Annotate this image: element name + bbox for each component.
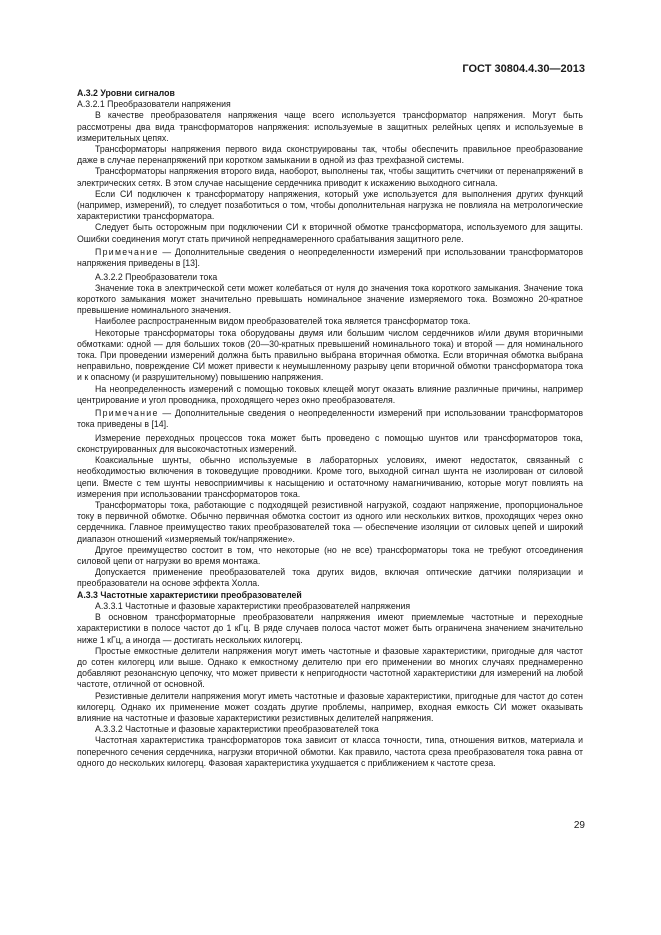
paragraph-text: Коаксиальные шунты, обычно используемые в лабораторных условиях, имеют недостаток, связанный с необходимостью включения в токоведущие проводники. Кроме того, выходной сигнал шунта не изолирован от силовой цепи. Вместе с тем шунты невосприимчивы к насыщению и остаточному намагничиванию, которые могут повлиять на измерения при использовании трансформаторов тока. xyxy=(77,455,583,499)
paragraph-text: В основном трансформаторные преобразователи напряжения имеют приемлемые частотные и переходные характеристики в полосе частот до 1 кГц. В ряде случаев полоса частот может быть ограничена значением значительно ниже 1 кГц, а иногда — достигать нескольких килогерц. xyxy=(77,612,583,645)
note-label: Примечание xyxy=(95,408,159,419)
body-paragraph xyxy=(77,144,583,166)
body-paragraph xyxy=(77,99,583,110)
paragraph-text: А.3.3 Частотные характеристики преобразователей xyxy=(77,589,302,600)
paragraph-text: Трансформаторы напряжения второго вида, наоборот, выполнены так, чтобы защитить счетчики от перенапряжений в электрических сетях. В этом случае насыщение сердечника приводит к искажению выходного сигнала. xyxy=(77,166,583,188)
note-paragraph xyxy=(77,247,583,269)
body-paragraph xyxy=(77,735,583,769)
paragraph-text: — Дополнительные сведения о неопределенности измерений при использовании трансформаторов тока приведены в [14]. xyxy=(77,408,583,430)
body-paragraph xyxy=(77,500,583,545)
paragraph-text: В качестве преобразователя напряжения чаще всего используется трансформатор напряжения. Могут быть рассмотрены два вида трансформаторов напряжения: используемые в защитных релейных цепях и используемые в измерительных цепях. xyxy=(77,110,583,143)
paragraph-text: Резистивные делители напряжения могут иметь частотные и фазовые характеристики, пригодные для частот до сотен килогерц. Однако их применение может создать другие проблемы, например, входная емкость СИ может оказывать влияние на частотные и фазовые характеристики резистивных делителей напряжения. xyxy=(77,690,583,723)
page-content xyxy=(77,88,583,769)
body-paragraph xyxy=(77,384,583,406)
paragraph-text: Частотная характеристика трансформаторов тока зависит от класса точности, типа, отношения витков, материала и поперечного сечения сердечника, нагрузки вторичной обмотки. Как правило, частота среза преобразователя тока равна от одного до нескольких килогерц. Фазовая характеристика ухудшается с приближением к частоте среза. xyxy=(77,735,583,768)
paragraph-text: А.3.2 Уровни сигналов xyxy=(77,88,175,98)
section-heading xyxy=(77,88,583,99)
paragraph-text: Допускается применение преобразователей тока других видов, включая оптические датчики поляризации и преобразователи на основе эффекта Холла. xyxy=(77,567,583,589)
paragraph-text: Следует быть осторожным при подключении СИ к вторичной обмотке трансформатора, используемого для защиты. Ошибки соединения могут стать причиной непреднамеренного срабатывания защитного реле. xyxy=(77,222,583,244)
body-paragraph xyxy=(77,433,583,455)
body-paragraph xyxy=(77,691,583,725)
body-paragraph xyxy=(77,222,583,244)
body-paragraph xyxy=(77,545,583,567)
body-paragraph xyxy=(77,567,583,589)
body-paragraph xyxy=(77,612,583,646)
paragraph-text: Другое преимущество состоит в том, что некоторые (но не все) трансформаторы тока не требуют отсоединения силовой цепи от нагрузки во время монтажа. xyxy=(77,544,583,567)
body-paragraph xyxy=(77,166,583,188)
paragraph-text: Простые емкостные делители напряжения могут иметь частотные и фазовые характеристики, пригодные для частот до сотен килогерц или выше. Однако к емкостному делителю при его применении во многих случаях преднамеренно добавляют резонансную цепочку, что может привести к непригодности частотной характеристики для измерений на любой частоте, отличной от основной. xyxy=(77,645,583,690)
paragraph-text: А.3.3.1 Частотные и фазовые характеристики преобразователей напряжения xyxy=(95,600,411,611)
note-paragraph xyxy=(77,408,583,430)
body-paragraph xyxy=(77,110,583,144)
page-number: 29 xyxy=(573,820,585,831)
paragraph-text: Трансформаторы тока, работающие с подходящей резистивной нагрузкой, создают напряжение, пропорциональное току в первичной обмотке. Обычно первичная обмотка состоит из одного или нескольких витков, проходящих через окно сердечника. Главное преимущество таких преобразователей тока — обеспечение изоляции от силовых цепей и широкий диапазон отношений «измеряемый ток/напряжение». xyxy=(77,500,583,544)
paragraph-text: Наиболее распространенным видом преобразователей тока является трансформатор тока. xyxy=(95,316,471,327)
paragraph-text: — Дополнительные сведения о неопределенности измерений при использовании трансформаторов напряжения приведены в [13]. xyxy=(77,247,583,269)
body-paragraph xyxy=(77,328,583,384)
paragraph-text: А.3.3.2 Частотные и фазовые характеристики преобразователей тока xyxy=(95,724,379,735)
paragraph-text: На неопределенность измерений с помощью токовых клещей могут оказать влияние различные причины, например центрирование и угол проводника, проходящего через окно преобразователя. xyxy=(77,383,583,405)
body-paragraph xyxy=(77,724,583,735)
paragraph-text: Если СИ подключен к трансформатору напряжения, который уже используется для выполнения других функций (например, измерений), то следует позаботиться о том, чтобы дополнительная нагрузка не повлияла на метрологические характеристики трансформатора. xyxy=(77,188,583,222)
body-paragraph xyxy=(77,189,583,223)
document-id: ГОСТ 30804.4.30—2013 xyxy=(462,63,585,75)
note-label: Примечание xyxy=(95,247,159,258)
paragraph-text: Трансформаторы напряжения первого вида сконструированы так, чтобы обеспечить правильное преобразование даже в случае перенапряжений при коротком замыкании в одной из фаз трехфазной системы. xyxy=(77,144,583,166)
body-paragraph xyxy=(77,646,583,691)
paragraph-text: Некоторые трансформаторы тока оборудованы двумя или большим числом сердечников и/или двумя вторичными обмотками: одной — для больших токов (20—30-кратных превышений номинального тока) и второй — для номинального тока. При проведении измерений должна быть правильно выбрана вторичная обмотка. Если вторичная обмотка выбрана неправильно, повреждение СИ может привести к неумышленному разрыву цепи вторичной обмотки трансформатора тока и к опасному (и разрушительному) повышению напряжения. xyxy=(77,327,583,383)
paragraph-text: А.3.2.2 Преобразователи тока xyxy=(95,271,218,282)
body-paragraph xyxy=(77,601,583,612)
section-heading xyxy=(77,590,583,601)
body-paragraph xyxy=(77,272,583,283)
paragraph-text: А.3.2.1 Преобразователи напряжения xyxy=(77,99,231,110)
body-paragraph xyxy=(77,455,583,500)
paragraph-text: Значение тока в электрической сети может колебаться от нуля до значения тока короткого замыкания. Значение тока короткого замыкания может значительно превышать номинальное значение измеряемого тока. Возможно 20-кратное превышение номинального значения. xyxy=(77,282,583,316)
body-paragraph xyxy=(77,283,583,317)
paragraph-text: Измерение переходных процессов тока может быть проведено с помощью шунтов или трансформаторов тока, сконструированных для высокочастотных измерений. xyxy=(77,432,583,455)
body-paragraph xyxy=(77,316,583,327)
